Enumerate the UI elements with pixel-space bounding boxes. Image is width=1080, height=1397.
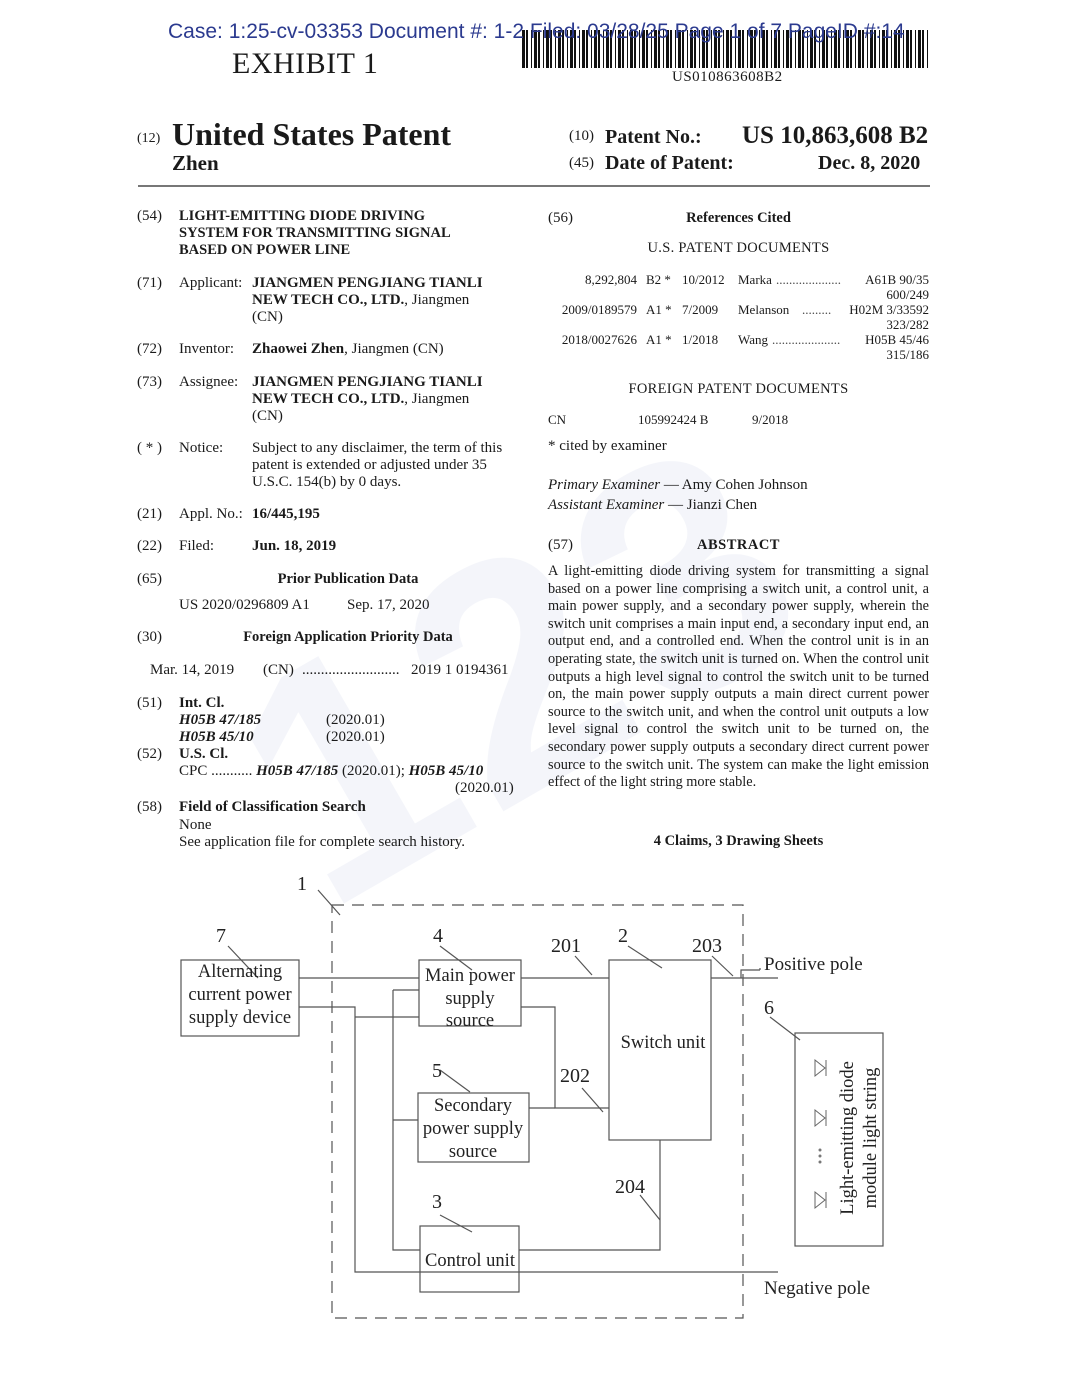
code-12: (12): [137, 131, 161, 146]
ref-5: 5: [432, 1060, 442, 1082]
priority-date: Mar. 14, 2019: [150, 662, 235, 678]
prior-publication-heading: Prior Publication Data: [277, 571, 419, 587]
us-ref-number: 8,292,804: [585, 272, 637, 287]
header-rule: [138, 185, 930, 187]
cpc-line: [179, 763, 483, 780]
ac-supply-line: Alternating: [197, 962, 283, 982]
applicant-block: [252, 275, 483, 326]
cited-by-examiner: * cited by examiner: [548, 438, 667, 454]
positive-pole-label: Positive pole: [764, 954, 863, 975]
field-21-num: (21): [137, 506, 162, 522]
ref-203: 203: [692, 935, 722, 957]
field-54-num: (54): [137, 208, 162, 224]
ref-4: 4: [433, 925, 443, 947]
assistant-examiner-name: — Jianzi Chen: [664, 497, 758, 513]
assignee-name: NEW TECH CO., LTD.: [252, 391, 405, 407]
date-of-patent-label: Date of Patent:: [605, 152, 734, 174]
field-58-num: (58): [137, 799, 162, 815]
invention-title-line: SYSTEM FOR TRANSMITTING SIGNAL: [179, 225, 451, 241]
int-cl-label: Int. Cl.: [179, 695, 225, 711]
primary-examiner: [548, 477, 808, 494]
us-ref-subclass: 600/249: [886, 287, 929, 302]
filed-date: Jun. 18, 2019: [252, 538, 337, 554]
classification-search-label: Field of Classification Search: [179, 799, 366, 815]
assignee-label: Assignee:: [179, 374, 239, 390]
code-10: (10): [569, 128, 594, 144]
invention-title: [179, 208, 451, 259]
us-ref-dots: .....................: [772, 332, 841, 347]
circuit-diagram: [0, 860, 1080, 1330]
foreign-priority-heading: Foreign Application Priority Data: [243, 629, 453, 645]
ref-6: 6: [764, 997, 774, 1019]
classification-search-none: None: [179, 817, 212, 833]
notice-text: [252, 440, 518, 491]
inventor-label: Inventor:: [179, 341, 234, 357]
ref-1: 1: [297, 873, 307, 895]
inventor-block: [252, 341, 444, 358]
main-power-line: source: [445, 1011, 495, 1031]
ref-204: 204: [615, 1176, 645, 1198]
patent-number: US 10,863,608 B2: [742, 122, 929, 149]
field-72-num: (72): [137, 341, 162, 357]
assistant-examiner: [548, 497, 757, 514]
exhibit-label: EXHIBIT 1: [232, 47, 379, 80]
field-73-num: (73): [137, 374, 162, 390]
assignee-place: , Jiangmen: [404, 391, 470, 407]
us-ref-date: 10/2012: [682, 272, 725, 287]
barcode-number: US010863608B2: [672, 69, 783, 85]
references-cited-heading: References Cited: [686, 210, 791, 226]
filed-label: Filed:: [179, 538, 215, 554]
cpc-year: (2020.01);: [338, 763, 409, 779]
control-unit-label: Control unit: [425, 1251, 515, 1271]
int-cl-year: (2020.01): [326, 712, 385, 728]
ref-201: 201: [551, 935, 581, 957]
us-ref-number: 2018/0027626: [561, 332, 637, 347]
applicant-label: Applicant:: [179, 275, 243, 291]
case-filing-banner: Case: 1:25-cv-03353 Document #: 1-2 Filed: 03/28/25 Page 1 of 7 PageID #:14: [168, 20, 905, 43]
secondary-power-line: power supply: [422, 1119, 524, 1139]
ref-3: 3: [432, 1191, 442, 1213]
field-22-num: (22): [137, 538, 162, 554]
us-ref-name: Marka: [738, 272, 772, 287]
priority-number: 2019 1 0194361: [411, 662, 509, 678]
invention-title-line: LIGHT-EMITTING DIODE DRIVING: [179, 208, 426, 224]
inventor-place: , Jiangmen (CN): [344, 341, 444, 357]
int-cl-year: (2020.01): [326, 729, 385, 745]
code-45: (45): [569, 155, 594, 171]
assignee-block: [252, 374, 483, 425]
us-ref-class: A61B 90/35: [865, 272, 929, 287]
us-ref-kind: A1 *: [646, 332, 672, 347]
field-65-num: (65): [137, 571, 162, 587]
int-cl-code: H05B 45/10: [179, 729, 254, 745]
us-ref-subclass: 323/282: [886, 317, 929, 332]
system-enclosure: [332, 905, 743, 1318]
us-ref-number: 2009/0189579: [561, 302, 637, 317]
claims-summary: 4 Claims, 3 Drawing Sheets: [653, 833, 824, 849]
secondary-power-line: Secondary: [433, 1096, 513, 1116]
applicant-name: JIANGMEN PENGJIANG TIANLI: [252, 275, 483, 291]
cpc-code: H05B 47/185: [256, 763, 339, 779]
inventor-surname: Zhen: [172, 151, 219, 175]
ellipsis-dots: [819, 1149, 822, 1164]
ref-202: 202: [560, 1065, 590, 1087]
prior-publication-date: Sep. 17, 2020: [347, 597, 430, 613]
ref-2: 2: [618, 925, 628, 947]
us-ref-class: H02M 3/33592: [849, 302, 929, 317]
applicant-country: (CN): [252, 309, 283, 325]
classification-search-note: See application file for complete search history.: [179, 834, 466, 850]
assignee-name: JIANGMEN PENGJIANG TIANLI: [252, 374, 483, 390]
applicant-name: NEW TECH CO., LTD.: [252, 292, 405, 308]
us-ref-name: Melanson: [738, 302, 790, 317]
prior-publication-number: US 2020/0296809 A1: [179, 597, 310, 613]
us-cl-label: U.S. Cl.: [179, 746, 229, 762]
cpc-dots: ...........: [211, 763, 253, 779]
led-string-line: Light-emitting diode: [838, 1061, 858, 1215]
us-ref-name: Wang: [738, 332, 768, 347]
invention-title-line: BASED ON POWER LINE: [179, 242, 351, 258]
switch-unit-label: Switch unit: [620, 1033, 706, 1053]
assistant-examiner-label: Assistant Examiner: [548, 497, 665, 513]
applicant-place: , Jiangmen: [404, 292, 470, 308]
negative-pole-label: Negative pole: [764, 1278, 871, 1299]
us-ref-kind: B2 *: [646, 272, 671, 287]
main-power-line: Main power: [425, 966, 515, 986]
foreign-ref-date: 9/2018: [752, 412, 789, 427]
us-ref-class: H05B 45/46: [865, 332, 929, 347]
abstract-heading: ABSTRACT: [697, 537, 780, 553]
notice-line: patent is extended or adjusted under 35: [252, 457, 487, 473]
priority-country: (CN): [263, 662, 294, 678]
cpc-code: H05B 45/10: [408, 763, 484, 779]
patent-no-label: Patent No.:: [605, 126, 702, 148]
int-cl-code: H05B 47/185: [179, 712, 262, 728]
us-ref-subclass: 315/186: [886, 347, 929, 362]
field-30-num: (30): [137, 629, 162, 645]
notice-line: U.S.C. 154(b) by 0 days.: [252, 474, 402, 490]
ac-supply-line: supply device: [188, 1008, 292, 1028]
main-power-line: supply: [445, 989, 495, 1009]
foreign-ref-country: CN: [548, 412, 567, 427]
ref-7: 7: [216, 925, 226, 947]
assignee-country: (CN): [252, 408, 283, 424]
field-52-num: (52): [137, 746, 162, 762]
cpc-label: CPC: [179, 763, 208, 779]
us-patent-documents-heading: U.S. PATENT DOCUMENTS: [647, 240, 830, 256]
cpc-year: (2020.01): [455, 780, 514, 796]
field-71-num: (71): [137, 275, 162, 291]
us-ref-date: 1/2018: [682, 332, 719, 347]
priority-dots: ..........................: [302, 662, 400, 678]
inventor-name: Zhaowei Zhen: [252, 341, 345, 357]
secondary-power-line: source: [448, 1142, 498, 1162]
us-ref-date: 7/2009: [682, 302, 719, 317]
us-ref-dots: ....................: [776, 272, 841, 287]
notice-label: Notice:: [179, 440, 224, 456]
primary-examiner-label: Primary Examiner: [548, 477, 661, 493]
field-51-num: (51): [137, 695, 162, 711]
led-string-line: module light string: [861, 1067, 881, 1209]
abstract-text: A light-emitting diode driving system for transmitting a signal based on a power line comprising a switch unit, a control unit, a main power supply, and a secondary power supply, wherein the switch unit comprises a main input end, a secondary input end, an output end, and a controlled end. When the control unit is in an operating state, the switch unit is turned on. When the control unit outputs a high level signal to control the switch unit to be turned on, the main power supply outputs a main direct current power source to the switch unit, and when the control unit outputs a low level signal to control the switch unit to be turned on, the secondary power supply outputs a secondary direct current power source to the switch unit. The system can make the light emission effect of the light string more stable.: [548, 563, 929, 791]
foreign-ref-number: 105992424 B: [638, 412, 709, 427]
appl-no-label: Appl. No.:: [179, 506, 243, 522]
field-56-num: (56): [548, 210, 573, 226]
notice-line: Subject to any disclaimer, the term of this: [252, 440, 503, 456]
us-ref-dots: .........: [802, 302, 832, 317]
patent-heading: United States Patent: [172, 116, 452, 152]
primary-examiner-name: — Amy Cohen Johnson: [660, 477, 808, 493]
notice-num: ( * ): [137, 440, 162, 456]
appl-no: 16/445,195: [252, 506, 320, 522]
ac-supply-line: current power: [188, 985, 292, 1005]
date-of-patent: Dec. 8, 2020: [818, 152, 921, 174]
us-ref-kind: A1 *: [646, 302, 672, 317]
foreign-patent-documents-heading: FOREIGN PATENT DOCUMENTS: [628, 381, 849, 397]
field-57-num: (57): [548, 537, 573, 553]
